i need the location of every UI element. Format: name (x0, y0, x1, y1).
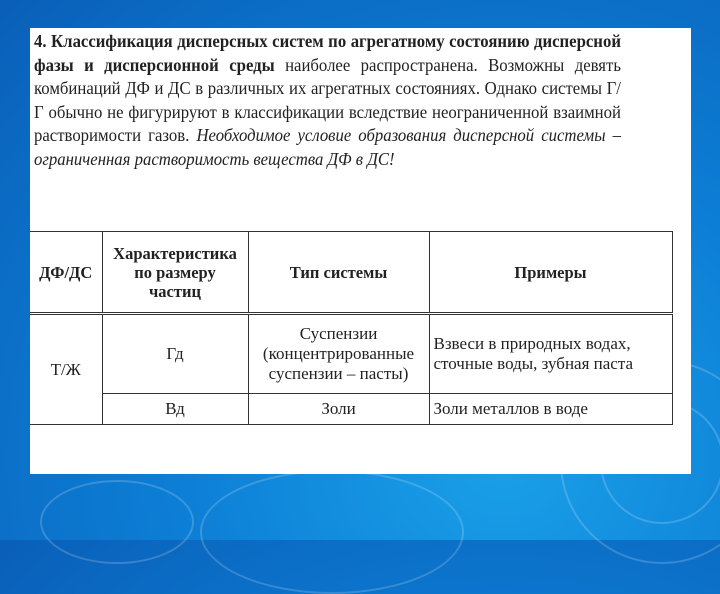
header-system-type: Тип системы (248, 232, 429, 314)
size-cell: Гд (102, 314, 248, 394)
examples-cell: Взвеси в природных водах, сточные воды, зубная паста (429, 314, 672, 394)
group-label-cell: Т/Ж (30, 314, 102, 425)
paragraph-emphasis: Необходимое условие образования дисперсной системы – ограниченная растворимость вещества ДФ в ДС! (34, 125, 621, 169)
paragraph-text (34, 30, 621, 171)
water-ripple-decoration (40, 480, 194, 564)
classification-table (30, 231, 673, 425)
header-particle-size: Характеристика по размеру частиц (102, 232, 248, 314)
intro-paragraph (34, 30, 621, 171)
examples-cell: Золи металлов в воде (429, 394, 672, 425)
table-header-row (30, 232, 672, 314)
table-row (30, 314, 672, 394)
paragraph-heading: 4. Классификация дисперсных систем по агрегатному состоянию дисперсной фазы и дисперсионной среды (34, 31, 621, 75)
header-phase-medium: ДФ/ДС (30, 232, 102, 314)
table-row (30, 394, 672, 425)
content-card (30, 28, 691, 474)
paragraph-body: наиболее распространена. Возможны девять комбинаций ДФ и ДС в различных их агрегатных состояниях. Однако системы Г/Г обычно не фигурируют в классификации вследствие неограниченной взаимной растворимости газов. (34, 54, 621, 145)
header-examples: Примеры (429, 232, 672, 314)
size-cell: Вд (102, 394, 248, 425)
type-cell: Суспензии (концентрированные суспензии – пасты) (248, 314, 429, 394)
water-ripple-decoration (200, 470, 464, 594)
type-cell: Золи (248, 394, 429, 425)
